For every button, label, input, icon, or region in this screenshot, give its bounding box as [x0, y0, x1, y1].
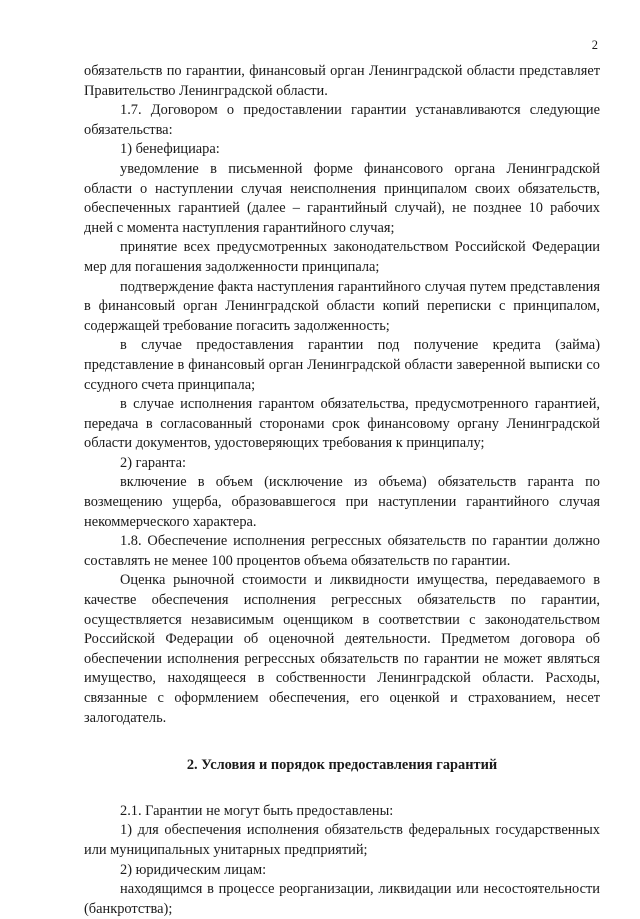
page-number: 2: [591, 38, 598, 52]
paragraph: 1.8. Обеспечение исполнения регрессных обязательств по гарантии должно составлять не менее 100 процентов объема обязательств по гарантии.: [84, 533, 600, 569]
section-heading: 2. Условия и порядок предоставления гарантий: [186, 757, 498, 774]
paragraph: принятие всех предусмотренных законодательством Российской Федерации мер для погашения задолженности принципала;: [84, 239, 600, 275]
paragraph: 1.7. Договором о предоставлении гарантии устанавливаются следующие обязательства:: [84, 102, 600, 138]
paragraph: 2.1. Гарантии не могут быть предоставлены:: [120, 802, 394, 819]
paragraph: уведомление в письменной форме финансового органа Ленинградской области о наступлении случая неисполнения принципалом своих обязательств, обеспеченных гарантией (далее – гарантийный случай), не позднее 10 рабочих дней с момента наступления гарантийного случая;: [84, 160, 600, 236]
paragraph: включение в объем (исключение из объема) обязательств гаранта по возмещению ущерба, образовавшегося при наступлении гарантийного случая некоммерческого характера.: [84, 474, 600, 530]
paragraph: 1) бенефициара:: [120, 141, 220, 158]
paragraph: обязательств по гарантии, финансовый орган Ленинградской области представляет Правительство Ленинградской области.: [84, 63, 600, 99]
paragraph: 1) для обеспечения исполнения обязательств федеральных государственных или муниципальных унитарных предприятий;: [84, 822, 600, 858]
paragraph: 2) юридическим лицам:: [120, 861, 267, 878]
paragraph: 2) гаранта:: [120, 454, 187, 471]
document-body: [84, 62, 600, 919]
paragraph: Оценка рыночной стоимости и ликвидности имущества, передаваемого в качестве обеспечения исполнения регрессных обязательств по гарантии, осуществляется независимым оценщиком в соответствии с законодательством Российской Федерации об оценочной деятельности. Предметом договора об обеспечении исполнения регрессных обязательств по гарантии не может являться имущество, находящееся в собственности Ленинградской области. Расходы, связанные с оформлением обеспечения, его оценкой и страхованием, несет залогодатель.: [84, 572, 600, 726]
paragraph: в случае исполнения гарантом обязательства, предусмотренного гарантией, передача в согласованный сторонами срок финансовому органу Ленинградской области документов, удостоверяющих требования к принципалу;: [84, 396, 600, 452]
paragraph: подтверждение факта наступления гарантийного случая путем представления в финансовый орган Ленинградской области копий переписки с принципалом, содержащей требование погасить задолженность;: [84, 278, 600, 334]
paragraph: в случае предоставления гарантии под получение кредита (займа) представление в финансовый орган Ленинградской области заверенной выписки со ссудного счета принципала;: [84, 337, 600, 393]
paragraph: находящимся в процессе реорганизации, ликвидации или несостоятельности (банкротства);: [84, 881, 600, 917]
